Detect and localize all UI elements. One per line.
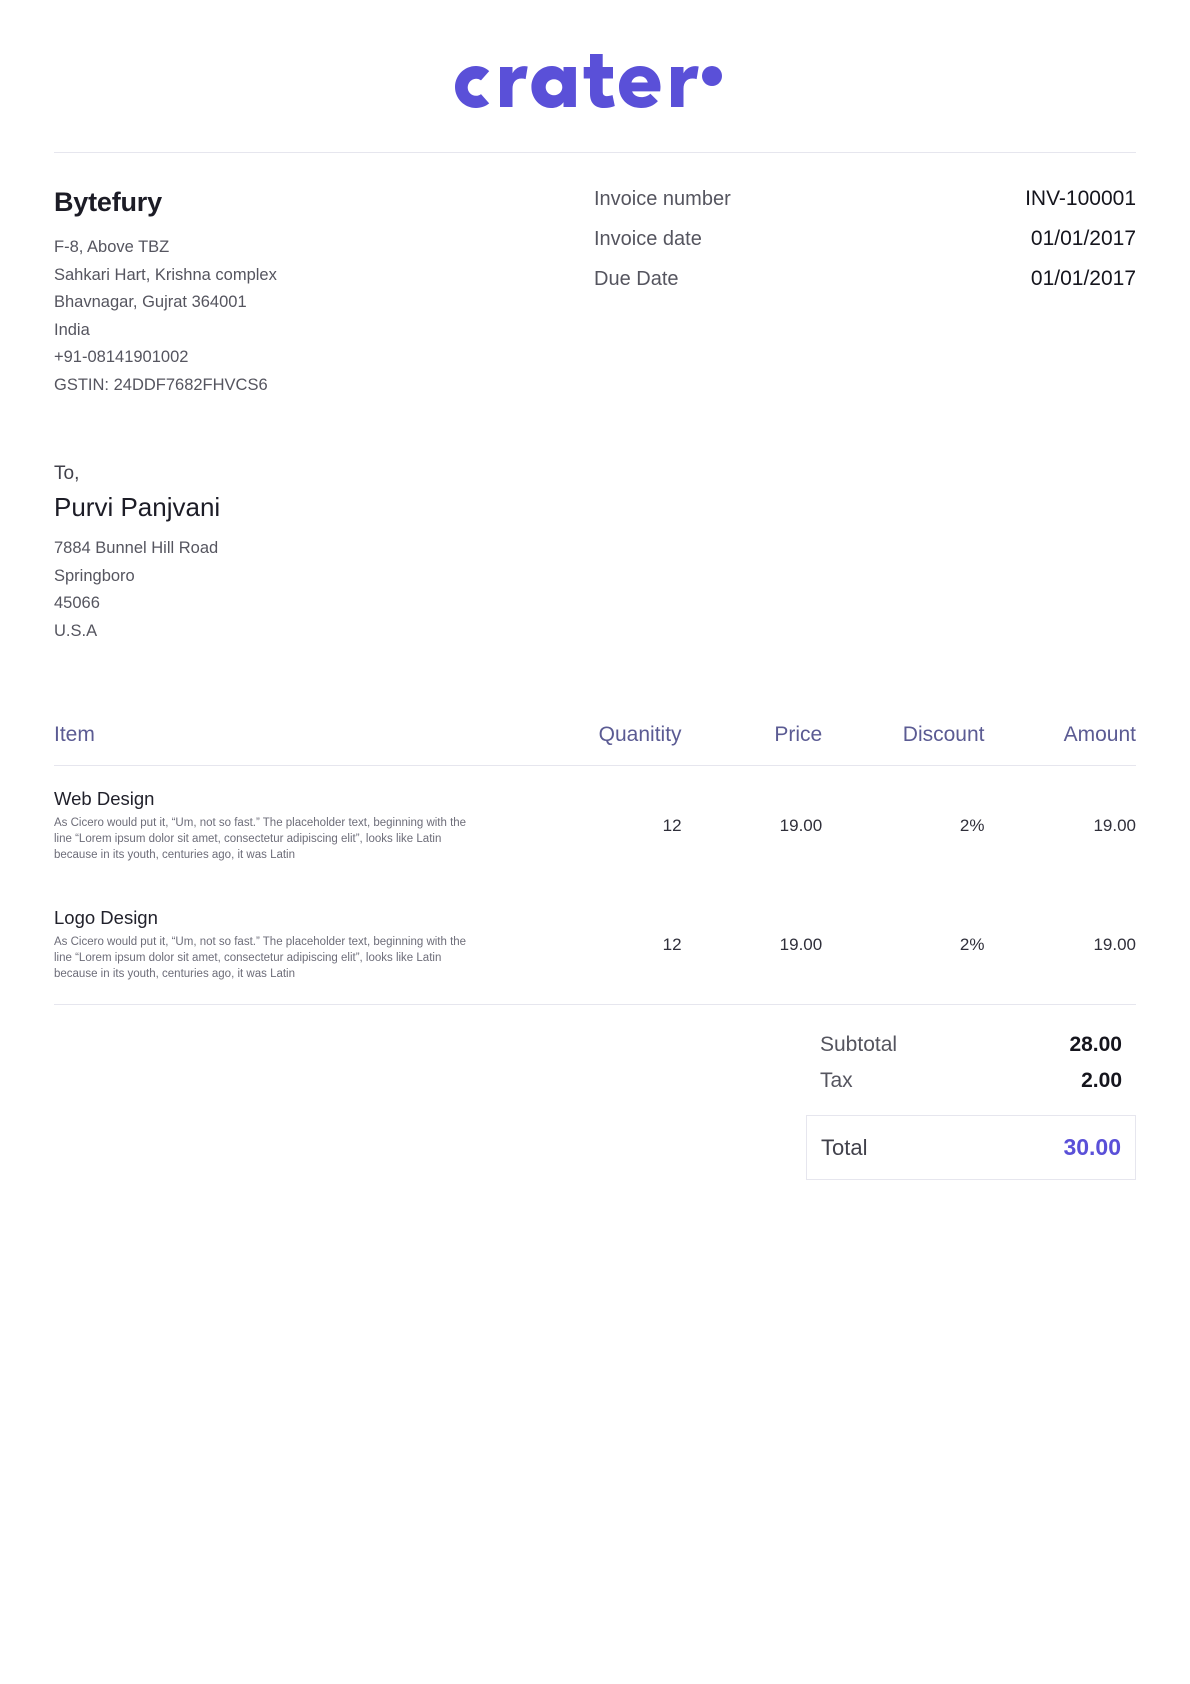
company-address (54, 234, 584, 399)
tax-row (806, 1063, 1136, 1099)
items-table (54, 723, 1136, 1004)
totals-inner (806, 1027, 1136, 1180)
header-price: Price (682, 723, 823, 766)
item-cell (54, 766, 563, 886)
item-discount: 2% (959, 815, 985, 835)
header-amount: Amount (985, 723, 1137, 766)
invoice-number-row (594, 187, 1136, 211)
invoice-number-value: INV-100001 (1025, 187, 1136, 210)
subtotal-value: 28.00 (1069, 1033, 1122, 1056)
tax-value: 2.00 (1081, 1069, 1122, 1092)
subtotal-label: Subtotal (820, 1033, 898, 1056)
header-item: Item (54, 723, 563, 766)
grand-total-row (806, 1115, 1136, 1180)
items-table-header-row (54, 723, 1136, 766)
grand-total-value: 30.00 (1063, 1134, 1121, 1160)
subtotal-row (806, 1027, 1136, 1063)
company-name: Bytefury (54, 187, 162, 217)
invoice-number-label: Invoice number (594, 188, 731, 210)
invoice-date-label: Invoice date (594, 228, 702, 250)
header-quantity: Quanitity (563, 723, 682, 766)
item-discount: 2% (959, 934, 985, 954)
bill-to-address-line: 45066 (54, 594, 100, 612)
bill-to-address-line: U.S.A (54, 621, 98, 640)
item-amount: 19.00 (1093, 934, 1136, 954)
invoice-date-row (594, 227, 1136, 251)
invoice-meta (584, 187, 1136, 399)
due-date-label: Due Date (594, 268, 679, 290)
bill-to-address-line: Springboro (54, 566, 135, 585)
tax-label: Tax (820, 1069, 853, 1092)
company-address-line: Sahkari Hart, Krishna complex (54, 265, 277, 284)
table-row (54, 766, 1136, 886)
items-table-body (54, 766, 1136, 1005)
company-address-line: India (54, 320, 90, 339)
bill-to-name: Purvi Panjvani (54, 492, 221, 522)
item-description: As Cicero would put it, “Um, not so fast.” The placeholder text, beginning with the line “Lorem ipsum dolor sit amet, consectetur adipiscing elit”, looks like Latin because in its youth, centuries ago, it was Latin (54, 936, 467, 980)
bill-to-address (54, 535, 1136, 645)
item-quantity: 12 (662, 934, 682, 954)
bill-to-block (0, 399, 1190, 645)
totals-section (0, 1027, 1190, 1180)
company-block (54, 187, 584, 399)
item-description: As Cicero would put it, “Um, not so fast.” The placeholder text, beginning with the line “Lorem ipsum dolor sit amet, consectetur adipiscing elit”, looks like Latin because in its youth, centuries ago, it was Latin (54, 817, 467, 861)
item-price: 19.00 (779, 934, 823, 954)
company-address-line: Bhavnagar, Gujrat 364001 (54, 293, 247, 311)
company-address-line: F-8, Above TBZ (54, 238, 170, 256)
header-discount: Discount (822, 723, 984, 766)
items-table-bottom-divider (54, 1004, 1136, 1005)
item-quantity: 12 (662, 815, 682, 835)
due-date-value: 01/01/2017 (1030, 267, 1136, 290)
crater-logo-icon (440, 44, 750, 122)
items-table-head (54, 723, 1136, 766)
table-row (54, 885, 1136, 1004)
item-cell (54, 885, 563, 1004)
item-name: Logo Design (54, 907, 158, 928)
company-gstin: GSTIN: 24DDF7682FHVCS6 (54, 375, 268, 394)
item-price: 19.00 (779, 815, 823, 835)
bill-to-label: To, (54, 463, 80, 484)
company-phone: +91-08141901002 (54, 348, 189, 366)
items-section (0, 645, 1190, 1005)
invoice-header (0, 153, 1190, 399)
invoice-date-value: 01/01/2017 (1030, 227, 1136, 250)
due-date-row (594, 267, 1136, 291)
item-name: Web Design (54, 788, 155, 809)
item-amount: 19.00 (1093, 815, 1136, 835)
grand-total-label: Total (821, 1135, 868, 1160)
brand-logo (0, 0, 1190, 152)
bill-to-address-line: 7884 Bunnel Hill Road (54, 539, 219, 557)
